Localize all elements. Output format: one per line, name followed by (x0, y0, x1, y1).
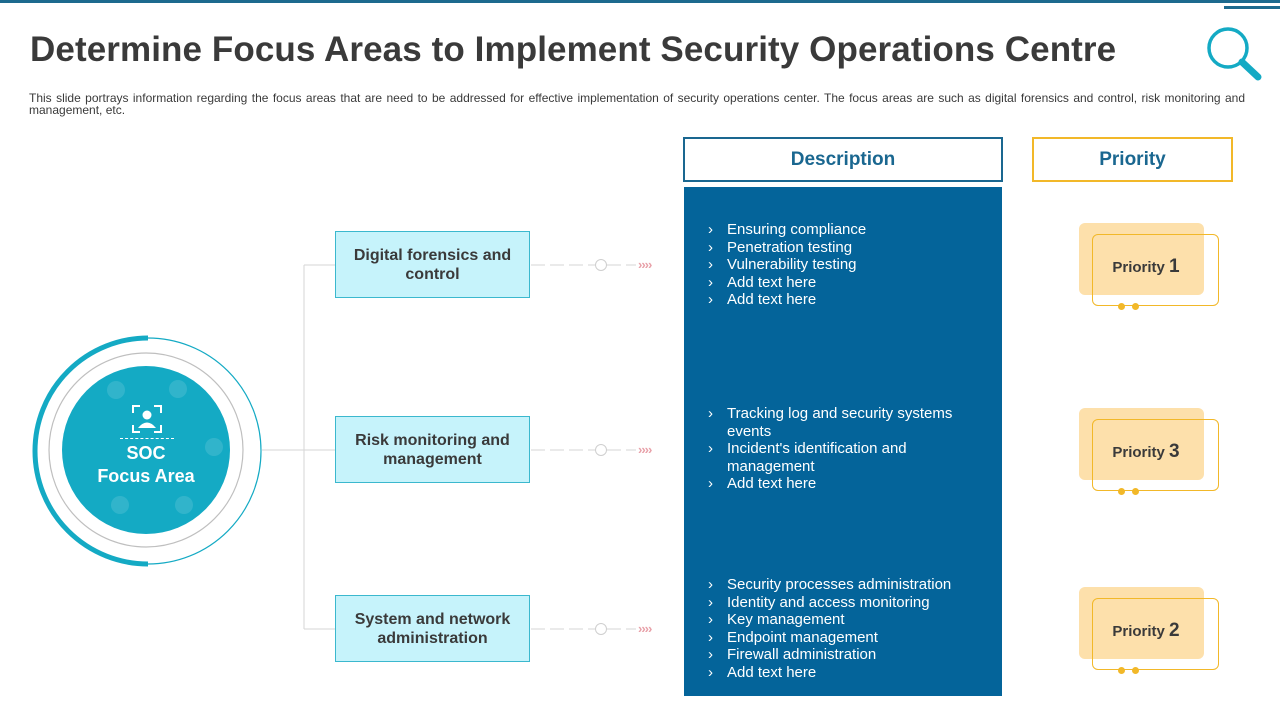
focus-area-digital-forensics: Digital forensics and control (335, 231, 530, 298)
priority-number: 3 (1169, 441, 1180, 462)
focus-area-system-admin: System and network administration (335, 595, 530, 662)
list-item: › Firewall administration (708, 646, 988, 664)
priority-dot (1132, 303, 1139, 310)
list-item: › Add text here (708, 664, 988, 682)
priority-dot (1118, 303, 1125, 310)
user-scan-icon (131, 404, 163, 434)
chevron-arrows-icon: ›››› (638, 442, 652, 457)
priority-number: 1 (1169, 256, 1180, 277)
list-item: › Penetration testing (708, 239, 988, 257)
list-item: › Endpoint management (708, 629, 988, 647)
priority-label (1079, 620, 1213, 642)
priority-header: Priority (1032, 137, 1233, 182)
list-item: › Add text here (708, 475, 968, 493)
top-accent-bar (0, 0, 1280, 3)
description-list-1 (708, 221, 988, 309)
priority-text: Priority (1112, 444, 1165, 461)
priority-card-2 (1079, 587, 1221, 677)
list-item: › Ensuring compliance (708, 221, 988, 239)
priority-dot (1132, 667, 1139, 674)
priority-text: Priority (1112, 623, 1165, 640)
priority-text: Priority (1112, 259, 1165, 276)
top-accent-short-bar (1224, 6, 1280, 9)
focus-area-risk-monitoring: Risk monitoring and management (335, 416, 530, 483)
soc-label-line2: Focus Area (97, 466, 195, 486)
list-item: › Key management (708, 611, 988, 629)
priority-label (1079, 441, 1213, 463)
description-list-2 (708, 405, 968, 493)
list-item: › Tracking log and security systems events (708, 405, 968, 440)
priority-dot (1132, 488, 1139, 495)
chevron-arrows-icon: ›››› (638, 257, 652, 272)
page-title: Determine Focus Areas to Implement Security Operations Centre (30, 30, 1117, 69)
priority-dot (1118, 488, 1125, 495)
soc-label-line1: SOC (126, 443, 166, 463)
list-item: › Identity and access monitoring (708, 594, 988, 612)
priority-number: 2 (1169, 620, 1180, 641)
list-item: › Add text here (708, 291, 988, 309)
list-item: › Add text here (708, 274, 988, 292)
soc-center-label (84, 442, 208, 488)
priority-dot (1118, 667, 1125, 674)
description-header: Description (683, 137, 1003, 182)
list-item: › Security processes administration (708, 576, 988, 594)
slide-description: This slide portrays information regarding the focus areas that are need to be addressed for effective implementation of security operations center. The focus areas are such as digital forensics and control, risk monitoring and management, etc. (29, 91, 1245, 117)
search-icon (1202, 24, 1264, 82)
soc-divider (120, 438, 174, 439)
priority-card-1 (1079, 223, 1221, 313)
priority-label (1079, 256, 1213, 278)
list-item: › Vulnerability testing (708, 256, 988, 274)
chevron-arrows-icon: ›››› (638, 621, 652, 636)
list-item: › Incident's identification and management (708, 440, 968, 475)
description-list-3 (708, 576, 988, 682)
priority-card-3 (1079, 408, 1221, 498)
